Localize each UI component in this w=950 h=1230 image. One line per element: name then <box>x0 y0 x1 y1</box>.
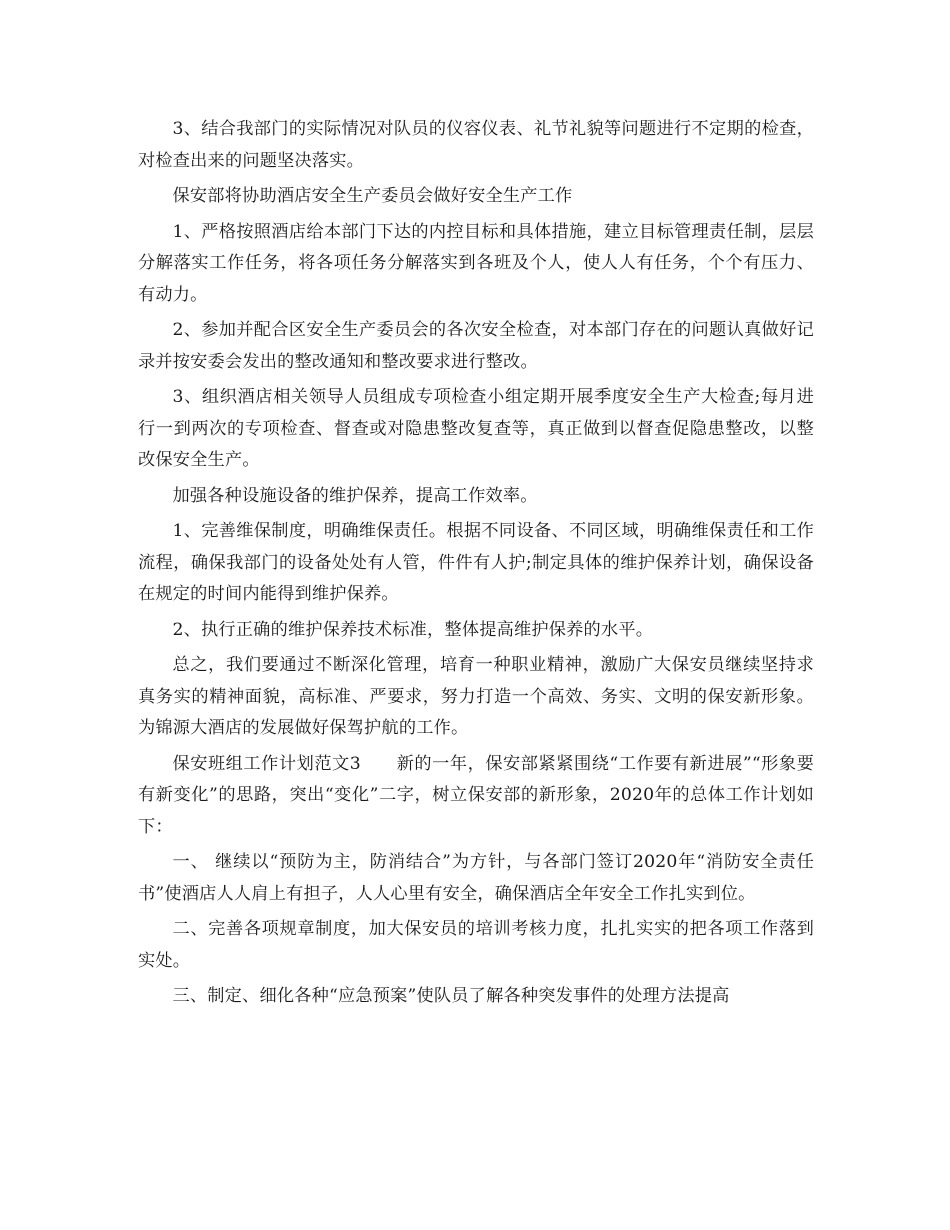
paragraph-summary: 总之，我们要通过不断深化管理，培育一种职业精神，激励广大保安员继续坚持求真务实的精神面貌，高标准、严要求，努力打造一个高效、务实、文明的保安新形象。为锦源大酒店的发展做好保驾护航的工作。 <box>138 655 814 738</box>
paragraph-maintenance-system: 1、完善维保制度，明确维保责任。根据不同设备、不同区域，明确维保责任和工作流程，确保我部门的设备处处有人管，件件有人护;制定具体的维护保养计划，确保设备在规定的时间内能得到维护保养。 <box>138 521 814 604</box>
paragraph-responsibility-system: 1、严格按照酒店给本部门下达的内控目标和具体措施，建立目标管理责任制，层层分解落实工作任务，将各项任务分解落实到各班及个人，使人人有任务，个个有压力、有动力。 <box>138 221 814 305</box>
document-body <box>138 114 814 1017</box>
paragraph-quarterly-inspection: 3、组织酒店相关领导人员组成专项检查小组定期开展季度安全生产大检查;每月进行一到两次的专项检查、督查或对隐患整改复查等，真正做到以督查促隐患整改，以整改保安全生产。 <box>138 387 814 470</box>
paragraph-emergency-plans: 三、制定、细化各种“应急预案”使队员了解各种突发事件的处理方法提高 <box>172 986 730 1006</box>
paragraph-uniform-inspection: 3、结合我部门的实际情况对队员的仪容仪表、礼节礼貌等问题进行不定期的检查，对检查出来的问题坚决落实。 <box>138 119 814 171</box>
paragraph-sample-plan-3-intro: 保安班组工作计划范文3 新的一年，保安部紧紧围绕“工作要有新进展”“形象要有新变化”的思路，突出“变化”二字，树立保安部的新形象，2020年的总体工作计划如下： <box>138 753 814 837</box>
section-heading-safety-production: 保安部将协助酒店安全生产委员会做好安全生产工作 <box>172 186 573 206</box>
paragraph-maintenance-standard: 2、执行正确的维护保养技术标准，整体提高维护保养的水平。 <box>172 619 654 640</box>
paragraph-rules-training: 二、完善各项规章制度，加大保安员的培训考核力度，扎扎实实的把各项工作落到实处。 <box>138 919 814 971</box>
paragraph-fire-safety: 一、 继续以“预防为主，防消结合”为方针，与各部门签订2020年“消防安全责任书”使酒店人人肩上有担子，人人心里有安全，确保酒店全年安全工作扎实到位。 <box>138 852 814 904</box>
paragraph-safety-inspection-cooperation: 2、参加并配合区安全生产委员会的各次安全检查，对本部门存在的问题认真做好记录并按安委会发出的整改通知和整改要求进行整改。 <box>138 320 814 372</box>
section-heading-maintenance: 加强各种设施设备的维护保养，提高工作效率。 <box>172 485 538 506</box>
